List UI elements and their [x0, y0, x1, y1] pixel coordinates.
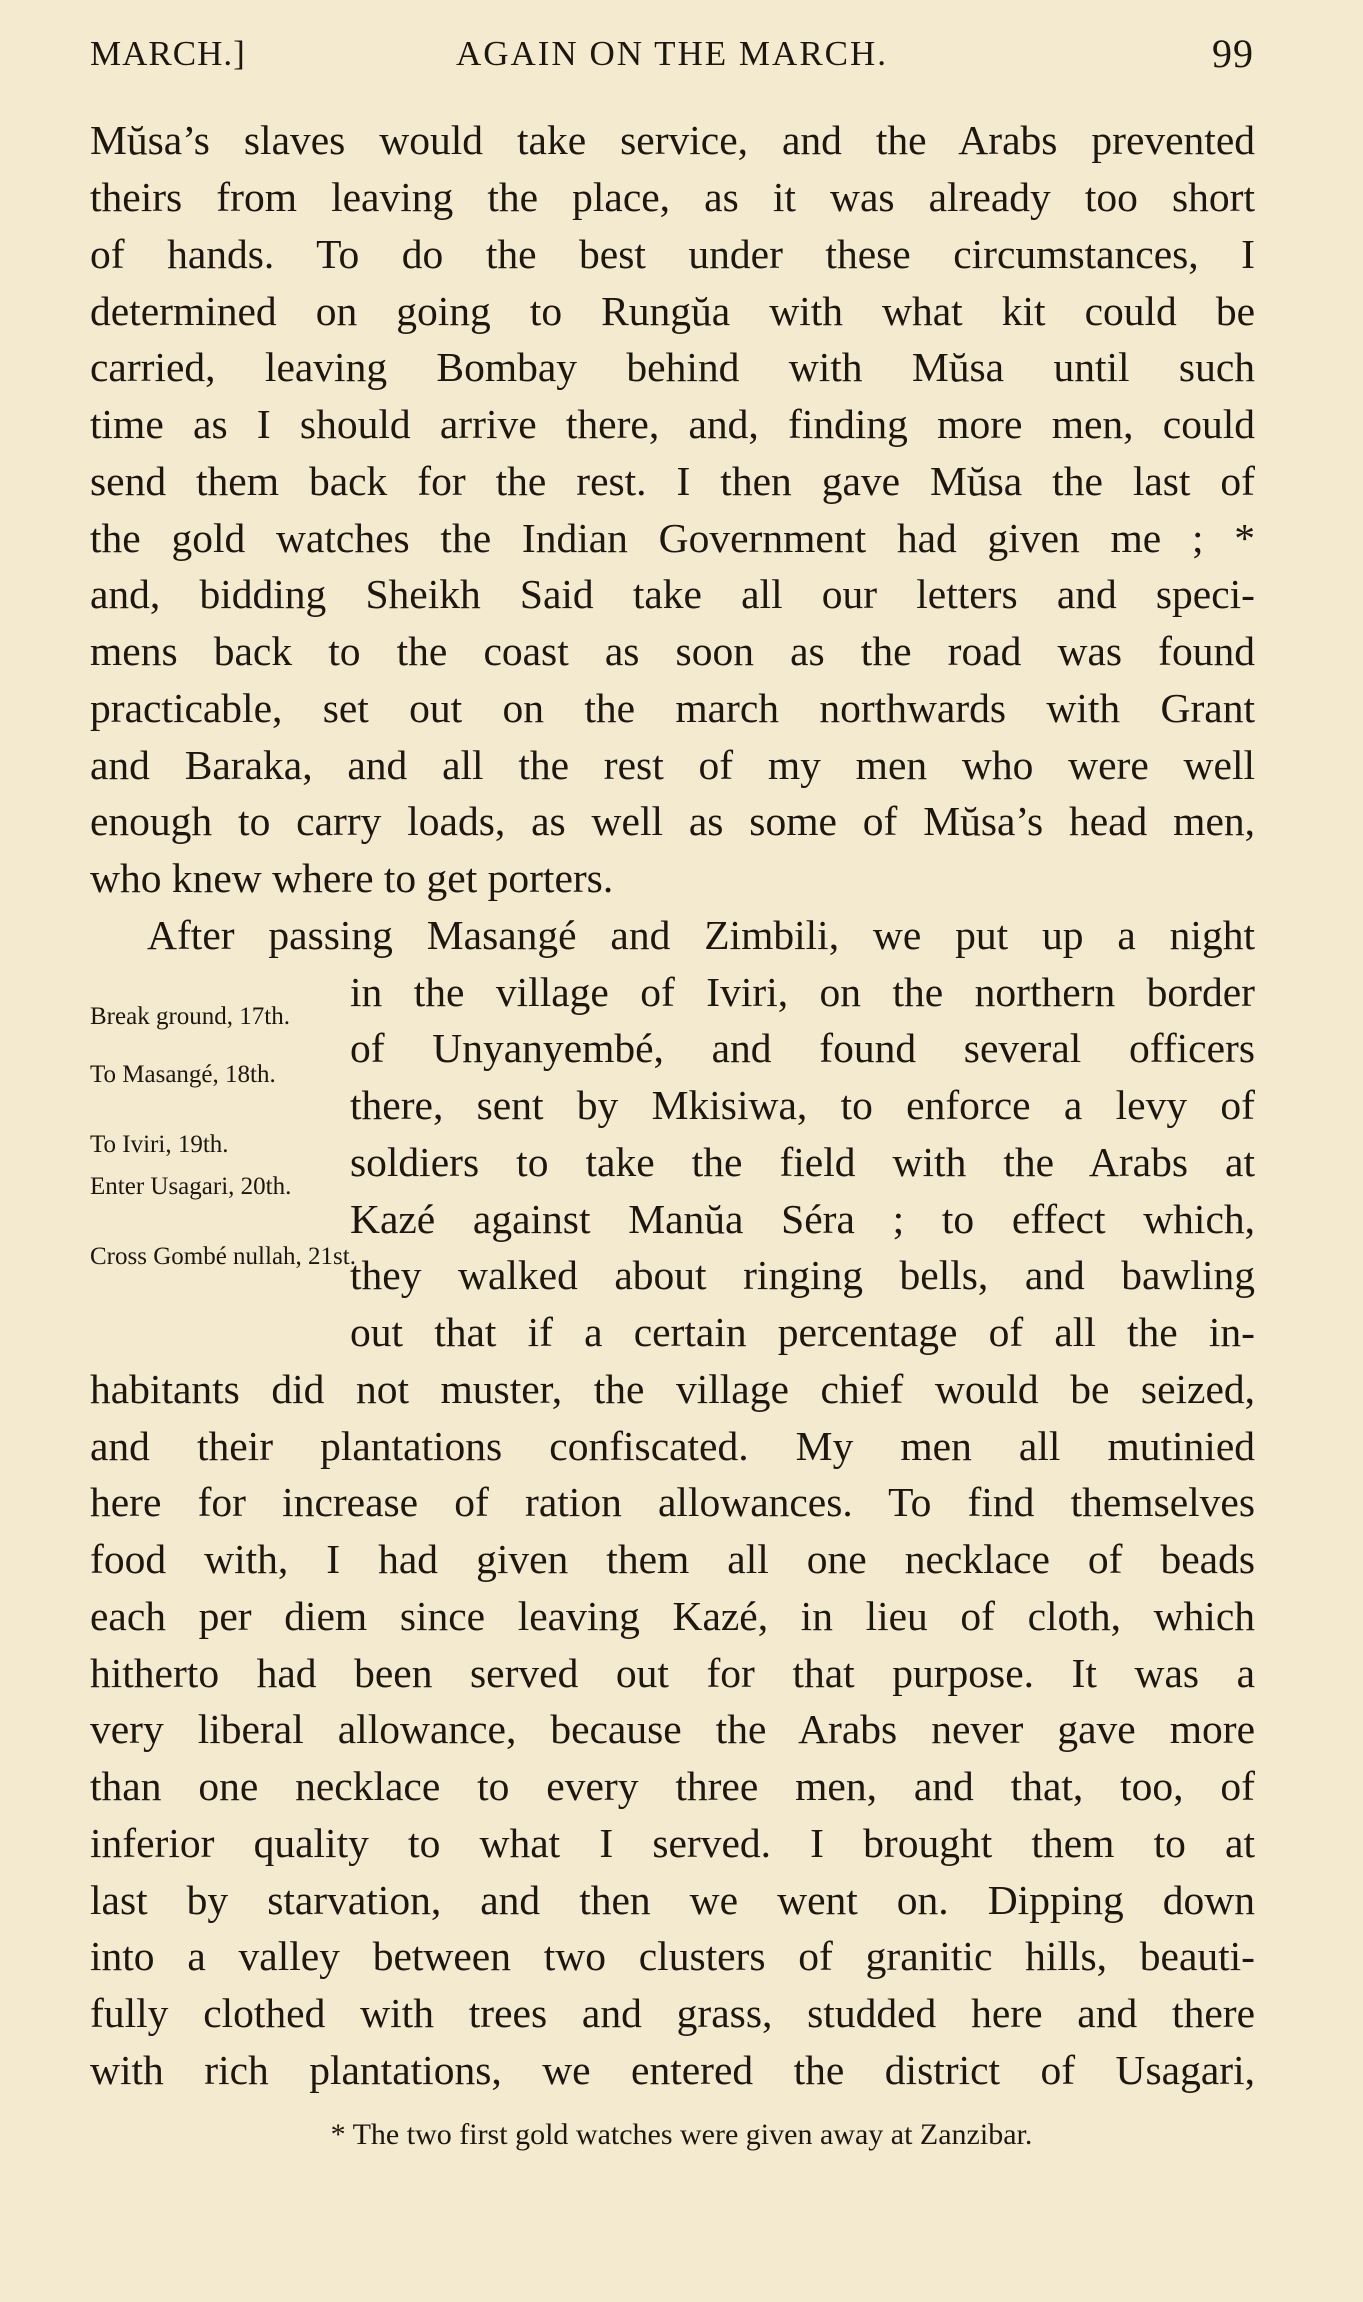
text-line: there, sent by Mkisiwa, to enforce a levy of	[350, 1082, 1255, 1128]
text-line: very liberal allowance, because the Arabs never gave more	[90, 1706, 1255, 1752]
text-line: habitants did not muster, the village chief would be seized,	[90, 1366, 1255, 1412]
text-line: here for increase of ration allowances. To find themselves	[90, 1479, 1255, 1525]
text-line: than one necklace to every three men, and that, too, of	[90, 1763, 1255, 1809]
text-line: of Unyanyembé, and found several officers	[350, 1025, 1255, 1071]
text-line: and, bidding Sheikh Said take all our letters and speci-	[90, 571, 1255, 617]
text-line: fully clothed with trees and grass, studded here and there	[90, 1990, 1255, 2036]
text-line: and their plantations confiscated. My men all mutinied	[90, 1423, 1255, 1469]
text-line: send them back for the rest. I then gave Mŭsa the last of	[90, 458, 1255, 504]
text-line: determined on going to Rungŭa with what kit could be	[90, 288, 1255, 334]
text-line: carried, leaving Bombay behind with Mŭsa until such	[90, 344, 1255, 390]
text-line: last by starvation, and then we went on. Dipping down	[90, 1877, 1255, 1923]
text-line: hitherto had been served out for that purpose. It was a	[90, 1650, 1255, 1696]
text-line: they walked about ringing bells, and bawling	[350, 1252, 1255, 1298]
header-month: MARCH.]	[90, 34, 246, 73]
text-line: into a valley between two clusters of granitic hills, beauti-	[90, 1933, 1255, 1979]
text-line: of hands. To do the best under these circumstances, I	[90, 231, 1255, 277]
text-line: Kazé against Manŭa Séra ; to effect which,	[350, 1196, 1255, 1242]
text-line: food with, I had given them all one necklace of beads	[90, 1536, 1255, 1582]
text-line: who knew where to get porters.	[90, 855, 614, 901]
text-line: and Baraka, and all the rest of my men who were well	[90, 742, 1255, 788]
text-line: with rich plantations, we entered the district of Usagari,	[90, 2047, 1255, 2093]
margin-note: Enter Usagari, 20th.	[90, 1173, 292, 1200]
text-line: out that if a certain percentage of all the in-	[350, 1309, 1255, 1355]
header-title: AGAIN ON THE MARCH.	[455, 34, 889, 73]
margin-note: Cross Gombé nullah, 21st.	[90, 1243, 356, 1270]
text-line: time as I should arrive there, and, finding more men, could	[90, 401, 1255, 447]
margin-note: To Iviri, 19th.	[90, 1131, 229, 1158]
text-line: Mŭsa’s slaves would take service, and the Arabs prevented	[90, 117, 1255, 163]
text-line: inferior quality to what I served. I brought them to at	[90, 1820, 1255, 1866]
text-line: theirs from leaving the place, as it was already too short	[90, 174, 1255, 220]
text-line: soldiers to take the field with the Arabs at	[350, 1139, 1255, 1185]
text-line: enough to carry loads, as well as some of Mŭsa’s head men,	[90, 798, 1255, 844]
text-line: mens back to the coast as soon as the road was found	[90, 628, 1255, 674]
text-line: the gold watches the Indian Government had given me ; *	[90, 515, 1255, 561]
text-line: each per diem since leaving Kazé, in lieu of cloth, which	[90, 1593, 1255, 1639]
margin-note: To Masangé, 18th.	[90, 1061, 276, 1088]
footnote: * The two first gold watches were given away at Zanzibar.	[330, 2118, 1033, 2151]
text-line: practicable, set out on the march northwards with Grant	[90, 685, 1255, 731]
text-line: After passing Masangé and Zimbili, we put up a night	[147, 912, 1255, 958]
margin-note: Break ground, 17th.	[90, 1003, 290, 1030]
running-header	[90, 31, 1254, 78]
page-number: 99	[1212, 31, 1254, 76]
text-line: in the village of Iviri, on the northern border	[350, 969, 1255, 1015]
